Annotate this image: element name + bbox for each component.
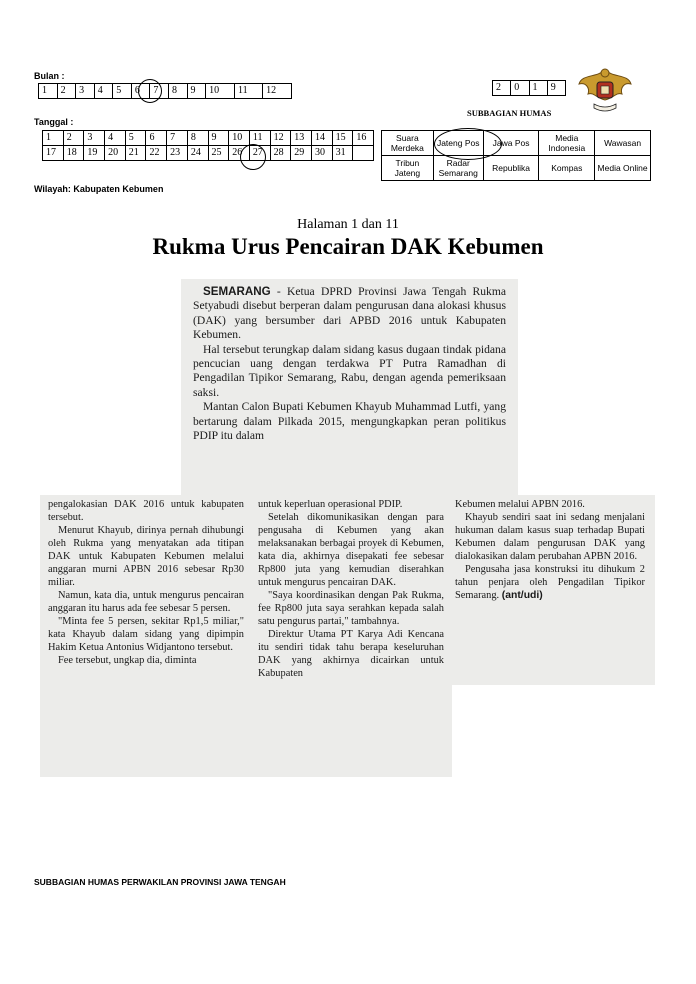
bulan-cell: 7 (150, 84, 169, 99)
footer-label: SUBBAGIAN HUMAS PERWAKILAN PROVINSI JAWA TENGAH (34, 877, 286, 887)
tanggal-cell: 20 (105, 146, 126, 161)
tanggal-cell: 9 (208, 131, 229, 146)
tanggal-cell: 11 (249, 131, 270, 146)
article-column-1 (48, 498, 244, 667)
media-cell: Tribun Jateng (382, 156, 434, 181)
tanggal-cell: 10 (229, 131, 250, 146)
bulan-cell: 11 (234, 84, 262, 99)
bulan-cell: 2 (57, 84, 76, 99)
bulan-cell: 10 (206, 84, 235, 99)
tanggal-cell: 7 (167, 131, 188, 146)
paragraph: "Minta fee 5 persen, sekitar Rp1,5 miliar," kata Khayub dalam sidang yang dipimpin Hakim Ketua Antonius Widjantono tersebut. (48, 616, 244, 653)
tanggal-cell: 5 (125, 131, 146, 146)
paragraph: Namun, kata dia, untuk mengurus pencairan anggaran itu harus ada fee sebesar 5 persen. (48, 590, 244, 614)
year-digit: 0 (511, 81, 529, 96)
tanggal-cell: 28 (270, 146, 291, 161)
subbagian-label: SUBBAGIAN HUMAS (467, 108, 552, 118)
media-cell: Kompas (539, 156, 595, 181)
paragraph: Menurut Khayub, dirinya pernah dihubungi oleh Rukma yang menyatakan ada titipan DAK untuk Kabupaten Kebumen melalui anggaran murni APBN 2016 sebesar Rp30 miliar. (48, 525, 244, 588)
bulan-label: Bulan : (34, 71, 65, 81)
bulan-cell: 1 (39, 84, 58, 99)
paragraph: pengalokasian DAK 2016 untuk kabupaten tersebut. (48, 499, 244, 523)
article-column-2 (258, 498, 444, 680)
paragraph: untuk keperluan operasional PDIP. (258, 499, 403, 510)
media-cell: Media Indonesia (539, 131, 595, 156)
headline: Rukma Urus Pencairan DAK Kebumen (152, 234, 544, 259)
bulan-cell: 5 (113, 84, 132, 99)
bulan-cell: 3 (76, 84, 95, 99)
tanggal-cell: 21 (125, 146, 146, 161)
media-cell: Wawasan (595, 131, 651, 156)
tanggal-cell: 3 (84, 131, 105, 146)
paragraph: Mantan Calon Bupati Kebumen Khayub Muhammad Lutfi, yang bertarung dalam Pilkada 2015, mengungkapkan peran politikus PDIP itu dalam (193, 400, 506, 443)
year-digit: 9 (547, 81, 565, 96)
tanggal-cell: 8 (187, 131, 208, 146)
paragraph: Fee tersebut, ungkap dia, diminta (58, 655, 197, 666)
tanggal-cell: 30 (311, 146, 332, 161)
wilayah-label: Wilayah: Kabupaten Kebumen (34, 184, 164, 194)
dateline: SEMARANG (203, 285, 271, 298)
bulan-cell: 9 (187, 84, 206, 99)
clipping-top-block (181, 279, 518, 497)
tanggal-cell: 25 (208, 146, 229, 161)
tanggal-selection-circle (240, 144, 266, 170)
tanggal-cell: 16 (353, 131, 374, 146)
year-digit: 1 (529, 81, 547, 96)
page-reference: Halaman 1 dan 11 (297, 217, 399, 232)
media-selection-circle (434, 128, 502, 160)
media-table (381, 130, 651, 181)
article-column-3 (455, 498, 645, 602)
tanggal-cell: 2 (63, 131, 84, 146)
tanggal-cell: 19 (84, 146, 105, 161)
media-cell: Republika (483, 156, 539, 181)
tanggal-cell: 23 (167, 146, 188, 161)
tanggal-cell: 13 (291, 131, 312, 146)
bulan-selection-circle (138, 79, 162, 103)
tanggal-cell: 6 (146, 131, 167, 146)
tanggal-cell: 15 (332, 131, 353, 146)
paragraph: Kebumen melalui APBN 2016. (455, 499, 585, 510)
tanggal-cell: 18 (63, 146, 84, 161)
paragraph (193, 285, 506, 343)
author-signature: (ant/udi) (501, 590, 543, 601)
tanggal-cell: 24 (187, 146, 208, 161)
media-cell: Radar Semarang (433, 156, 483, 181)
paragraph: Hal tersebut terungkap dalam sidang kasus dugaan tindak pidana pencucian uang dengan terdakwa PT Putra Ramadhan di Pengadilan Tipikor Semarang, Rabu, dengan agenda pemeriksaan saksi. (193, 342, 506, 399)
tanggal-cell: 31 (332, 146, 353, 161)
tanggal-cell (353, 146, 374, 161)
media-cell: Suara Merdeka (382, 131, 434, 156)
paragraph-text: Pengusaha jasa konstruksi itu dihukum 2 tahun penjara oleh Pengadilan Tipikor Semarang. (455, 564, 645, 601)
tanggal-label: Tanggal : (34, 117, 74, 127)
tanggal-cell: 26 (229, 146, 250, 161)
year-digit: 2 (493, 81, 511, 96)
year-table (492, 80, 566, 96)
bulan-cell: 8 (168, 84, 187, 99)
tanggal-cell: 17 (43, 146, 64, 161)
garuda-emblem-icon (576, 64, 634, 118)
paragraph-text: - Ketua DPRD Provinsi Jawa Tengah Rukma Setyabudi disebut berperan dalam pengurusan dana alokasi khusus (DAK) yang bersumber dari APBD 2016 untuk Kabupaten Kebumen. (193, 285, 506, 342)
tanggal-cell: 22 (146, 146, 167, 161)
bulan-table (38, 83, 292, 99)
tanggal-cell: 1 (43, 131, 64, 146)
tanggal-cell: 4 (105, 131, 126, 146)
media-cell: Jawa Pos (483, 131, 539, 156)
tanggal-table (42, 130, 374, 161)
bulan-cell: 6 (131, 84, 150, 99)
paragraph: Direktur Utama PT Karya Adi Kencana itu sendiri tidak tahu berapa keseluruhan DAK yang akhirnya dicairkan untuk Kabupaten (258, 629, 444, 679)
paragraph: "Saya koordinasikan dengan Pak Rukma, fee Rp800 juta saya serahkan kepada salah satu pengurus partai," tambahnya. (258, 590, 444, 627)
media-cell: Jateng Pos (433, 131, 483, 156)
bulan-cell: 12 (263, 84, 292, 99)
paragraph: Setelah dikomunikasikan dengan para pengusaha di Kebumen yang akan melaksanakan berbagai proyek di Kebumen, kata dia, akhirnya disepakati fee sebesar Rp800 juta yang kemudian diserahkan untuk mengurus pencairan DAK. (258, 512, 444, 588)
bulan-cell: 4 (94, 84, 113, 99)
tanggal-cell: 12 (270, 131, 291, 146)
paragraph (455, 563, 645, 602)
tanggal-cell: 29 (291, 146, 312, 161)
tanggal-cell: 14 (311, 131, 332, 146)
paragraph: Khayub sendiri saat ini sedang menjalani hukuman dalam kasus suap terhadap Bupati Kebumen dalam pengurusan DAK yang dialokasikan dalam perubahan APBN 2016. (455, 512, 645, 562)
media-cell: Media Online (595, 156, 651, 181)
tanggal-cell: 27 (249, 146, 270, 161)
